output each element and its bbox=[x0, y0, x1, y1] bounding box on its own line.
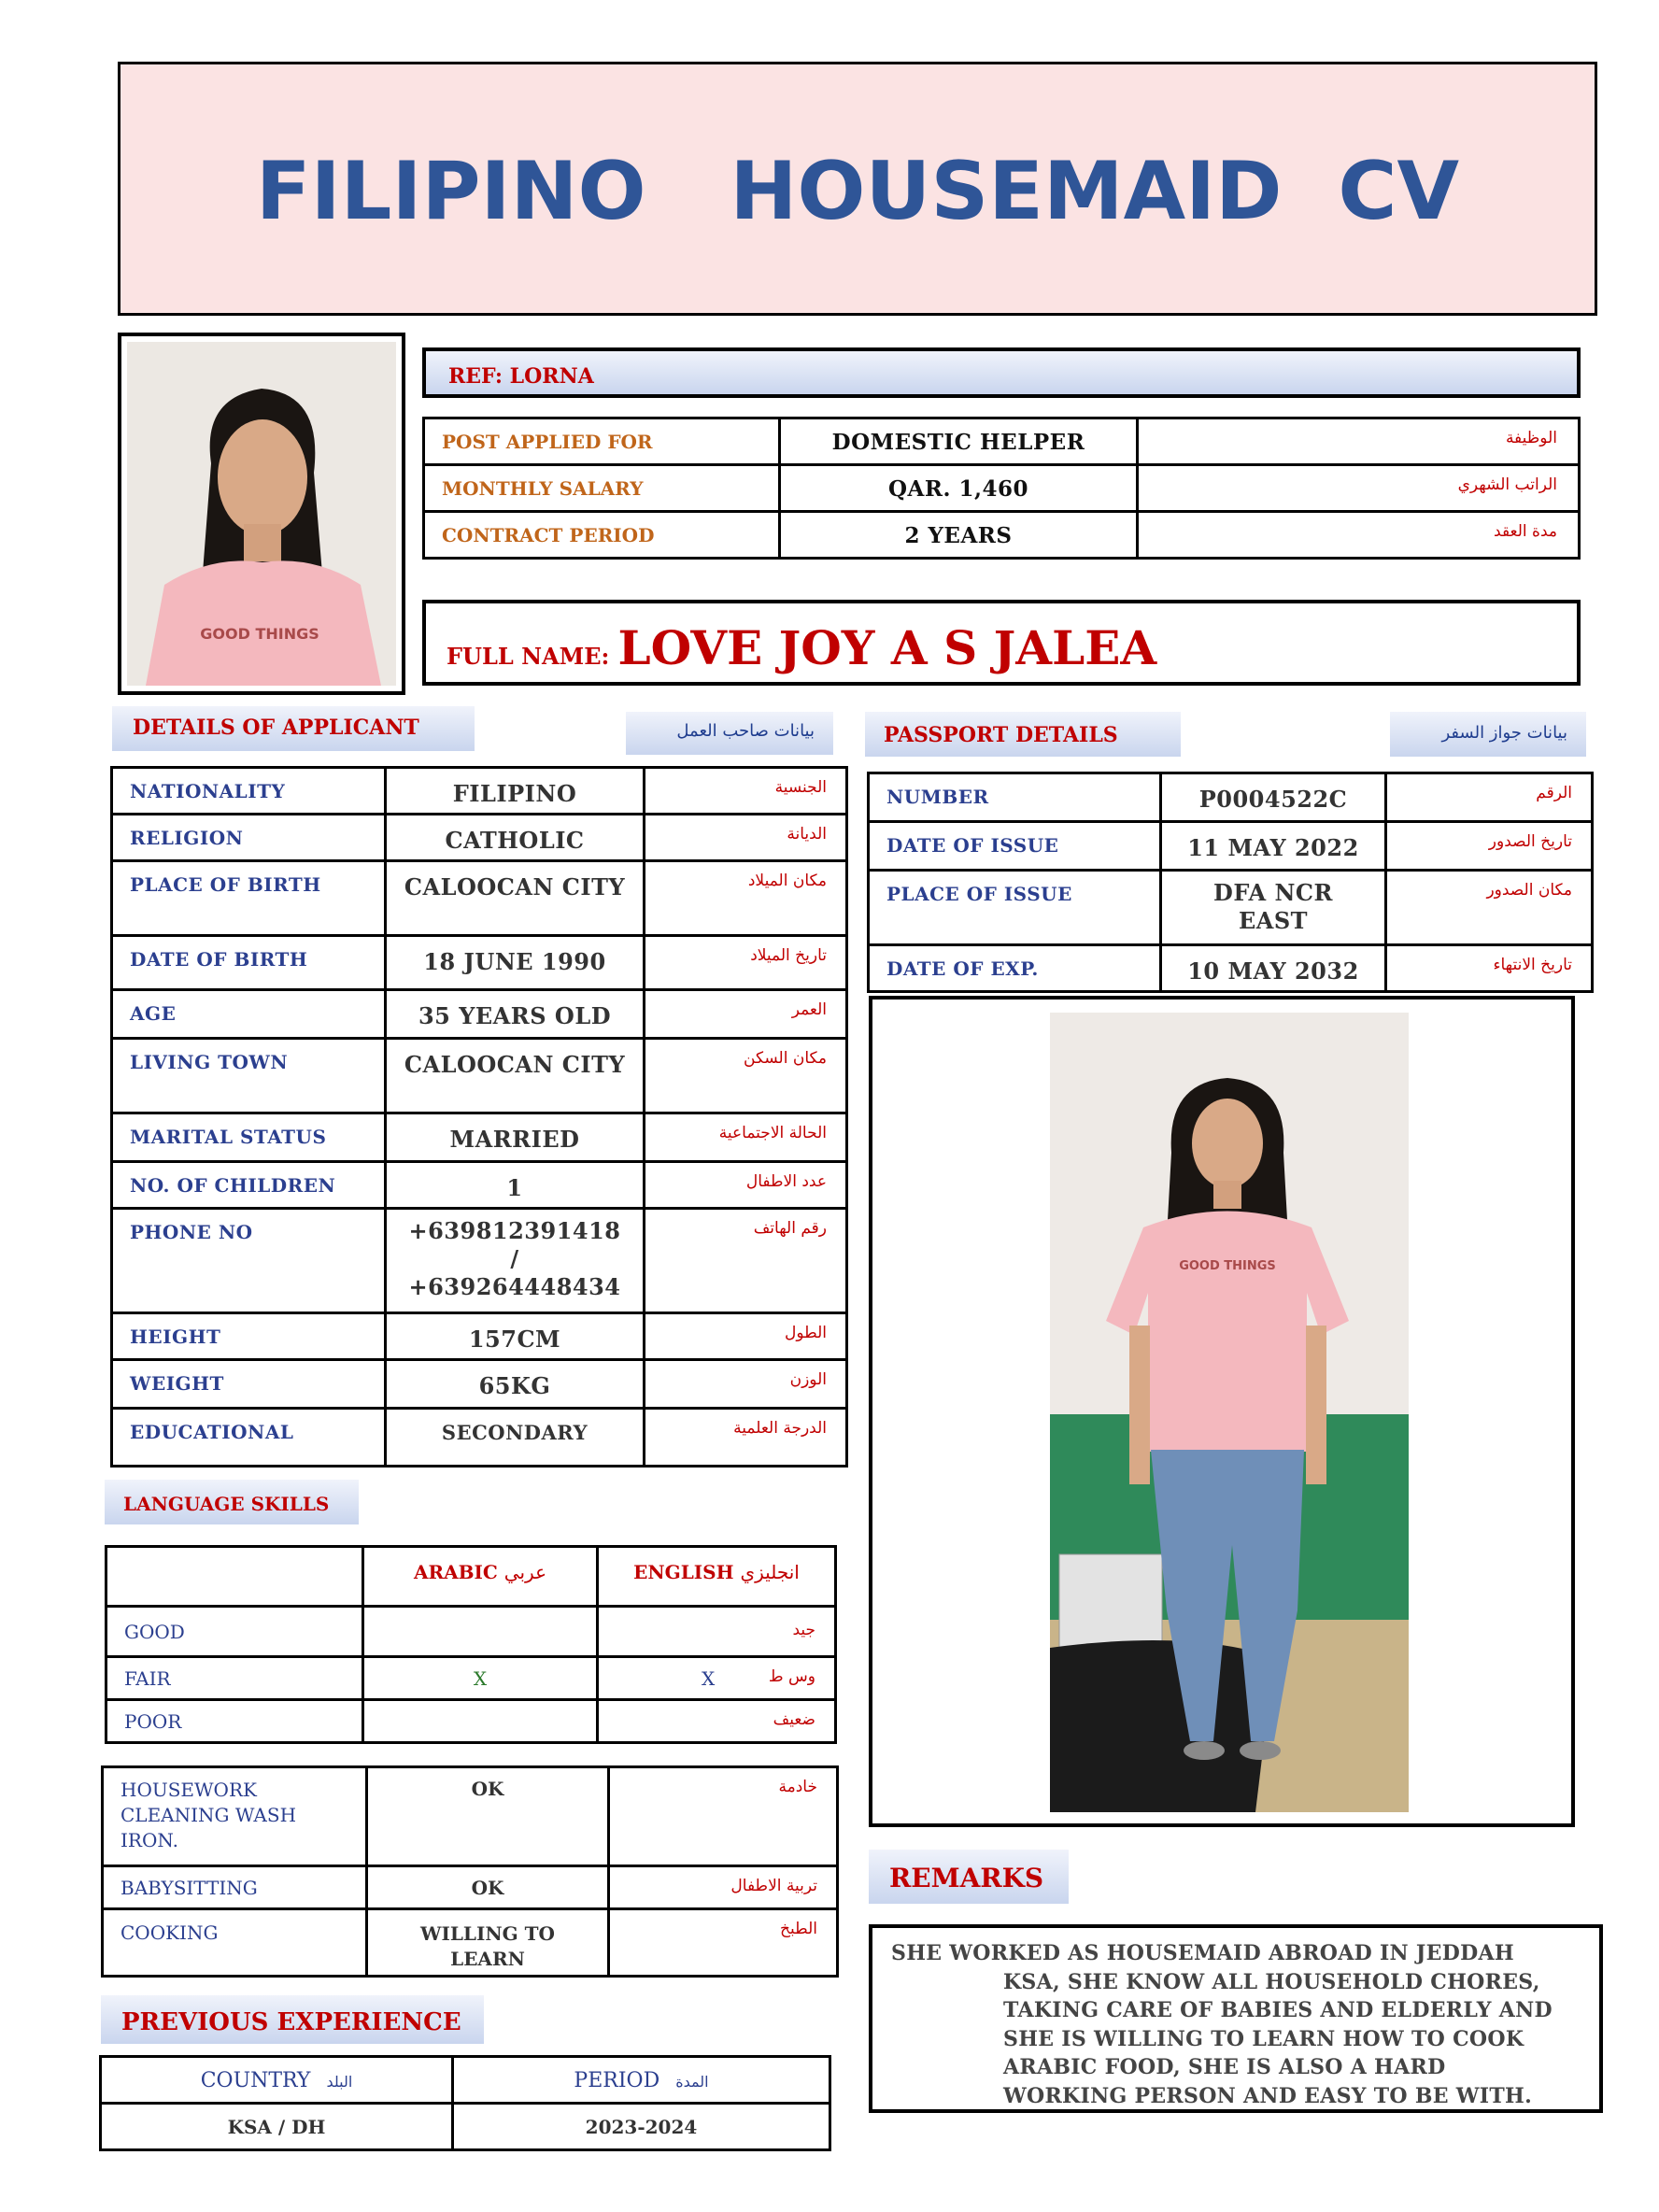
passport-label: PLACE OF ISSUE bbox=[886, 883, 1072, 905]
applicant-label: PHONE NO bbox=[130, 1221, 253, 1243]
skill-label-line: IRON. bbox=[121, 1829, 178, 1851]
remarks-line: SHE WORKED AS HOUSEMAID ABROAD IN JEDDAH bbox=[891, 1941, 1514, 1965]
issue-place-2: EAST bbox=[1238, 907, 1309, 934]
remarks-line: TAKING CARE OF BABIES AND ELDERLY AND bbox=[1003, 1998, 1553, 2022]
skill-label-ar: الطبخ bbox=[780, 1920, 817, 1938]
skill-label: BABYSITTING bbox=[121, 1877, 258, 1899]
phone-2: +639264448434 bbox=[408, 1273, 621, 1300]
applicant-label-ar: الطول bbox=[785, 1324, 827, 1342]
passport-table bbox=[867, 772, 1594, 993]
applicant-label-ar: الوزن bbox=[789, 1370, 827, 1389]
experience-title: PREVIOUS EXPERIENCE bbox=[121, 2008, 461, 2036]
applicant-label: AGE bbox=[130, 1002, 177, 1025]
applicant-value: CATHOLIC bbox=[445, 827, 585, 854]
passport-label: DATE OF EXP. bbox=[886, 957, 1039, 980]
page-title: FILIPINO HOUSEMAID CV bbox=[255, 145, 1460, 238]
skill-value: OK bbox=[471, 1877, 504, 1899]
applicant-value: 1 bbox=[506, 1174, 523, 1201]
passport-label-ar: تاريخ الانتهاء bbox=[1493, 956, 1572, 974]
job-label: CONTRACT PERIOD bbox=[442, 524, 655, 546]
applicant-label-ar: الجنسية bbox=[774, 778, 827, 797]
applicant-title-ar-tag bbox=[626, 712, 833, 755]
period-label-ar: المدة bbox=[675, 2073, 709, 2091]
english-label: ENGLISH bbox=[633, 1561, 734, 1583]
applicant-table bbox=[110, 766, 848, 1468]
english-label-ar: انجليزي bbox=[740, 1561, 800, 1583]
passport-label: NUMBER bbox=[886, 786, 989, 808]
passport-title-ar-tag bbox=[1390, 712, 1586, 757]
remarks-line: WORKING PERSON AND EASY TO BE WITH. bbox=[1003, 2083, 1533, 2108]
skill-value-line: LEARN bbox=[450, 1948, 525, 1970]
fullname-label: FULL NAME: bbox=[447, 643, 610, 670]
applicant-label: DATE OF BIRTH bbox=[130, 948, 308, 971]
passport-label: DATE OF ISSUE bbox=[886, 834, 1059, 857]
skills-table bbox=[101, 1765, 839, 1978]
remarks-line: KSA, SHE KNOW ALL HOUSEHOLD CHORES, bbox=[1003, 1969, 1540, 1994]
language-level-ar: ضعيف bbox=[773, 1710, 815, 1729]
remarks-line: ARABIC FOOD, SHE IS ALSO A HARD bbox=[1003, 2055, 1446, 2079]
applicant-label: HEIGHT bbox=[130, 1326, 221, 1348]
job-value: 2 YEARS bbox=[904, 523, 1013, 548]
applicant-label: NATIONALITY bbox=[130, 780, 286, 802]
skill-value bbox=[368, 1910, 607, 1972]
ref-bar bbox=[422, 347, 1581, 398]
language-level-ar: جيد bbox=[792, 1621, 815, 1639]
country-header bbox=[102, 2058, 451, 2092]
applicant-value: CALOOCAN CITY bbox=[404, 1051, 626, 1078]
applicant-value: MARRIED bbox=[449, 1126, 580, 1153]
passport-value: 11 MAY 2022 bbox=[1187, 834, 1359, 861]
applicant-title: DETAILS OF APPLICANT bbox=[133, 716, 419, 740]
ref-text: REF: LORNA bbox=[448, 364, 594, 389]
period-label: PERIOD bbox=[574, 2069, 660, 2092]
phone-values bbox=[387, 1210, 643, 1301]
applicant-label: EDUCATIONAL bbox=[130, 1421, 294, 1443]
job-label: MONTHLY SALARY bbox=[442, 477, 644, 500]
remarks-line: SHE IS WILLING TO LEARN HOW TO COOK bbox=[1003, 2026, 1524, 2051]
applicant-label-ar: مكان السكن bbox=[744, 1049, 827, 1068]
applicant-label-ar: عدد الاطفال bbox=[745, 1172, 827, 1191]
applicant-value: 157CM bbox=[468, 1326, 561, 1353]
passport-label-ar: مكان الصدور bbox=[1486, 881, 1572, 900]
passport-title: PASSPORT DETAILS bbox=[884, 723, 1118, 747]
english-level-cell bbox=[599, 1658, 834, 1695]
skill-label-ar: تربية الاطفال bbox=[730, 1877, 817, 1895]
job-label-ar: الراتب الشهري bbox=[1457, 475, 1557, 494]
language-title: LANGUAGE SKILLS bbox=[123, 1493, 330, 1515]
body-photo bbox=[1050, 1013, 1409, 1812]
passport-value: 10 MAY 2032 bbox=[1187, 957, 1359, 985]
applicant-label: MARITAL STATUS bbox=[130, 1126, 327, 1148]
passport-value: P0004522C bbox=[1198, 786, 1348, 813]
applicant-label-ar: مكان الميلاد bbox=[747, 872, 827, 890]
experience-period: 2023-2024 bbox=[585, 2116, 698, 2138]
head-photo-frame bbox=[118, 333, 405, 695]
applicant-value: FILIPINO bbox=[452, 780, 577, 807]
skill-value: OK bbox=[471, 1778, 504, 1800]
country-label-ar: البلد bbox=[326, 2073, 353, 2091]
applicant-label: WEIGHT bbox=[130, 1372, 224, 1395]
phone-1: +639812391418 bbox=[408, 1217, 621, 1244]
applicant-value: 18 JUNE 1990 bbox=[423, 948, 606, 975]
job-label-ar: مدة العقد bbox=[1494, 522, 1557, 541]
skill-label: COOKING bbox=[121, 1921, 219, 1944]
passport-label-ar: الرقم bbox=[1536, 784, 1572, 802]
applicant-value: 35 YEARS OLD bbox=[418, 1002, 612, 1029]
body-photo-frame bbox=[869, 996, 1575, 1827]
arabic-level bbox=[364, 1701, 596, 1710]
applicant-label-ar: الديانة bbox=[787, 825, 827, 844]
fullname-box bbox=[422, 600, 1581, 686]
remarks-box bbox=[869, 1924, 1603, 2113]
skill-label-line: CLEANING WASH bbox=[121, 1804, 297, 1826]
language-level: FAIR bbox=[124, 1667, 171, 1690]
passport-label-ar: تاريخ الصدور bbox=[1488, 832, 1572, 851]
applicant-title-tag bbox=[112, 706, 475, 751]
issue-place-1: DFA NCR bbox=[1213, 879, 1333, 906]
applicant-label: RELIGION bbox=[130, 827, 244, 849]
applicant-value: 65KG bbox=[478, 1372, 551, 1399]
skill-label-line: HOUSEWORK bbox=[121, 1779, 257, 1801]
experience-table bbox=[99, 2055, 831, 2151]
experience-country: KSA / DH bbox=[227, 2116, 326, 2138]
arabic-label: ARABIC bbox=[413, 1561, 498, 1583]
job-label-ar: الوظيفة bbox=[1505, 429, 1557, 447]
shirt-text: GOOD THINGS bbox=[200, 625, 319, 643]
applicant-label-ar: الحالة الاجتماعية bbox=[718, 1124, 827, 1142]
passport-value bbox=[1162, 872, 1384, 935]
language-level: POOR bbox=[124, 1710, 182, 1733]
passport-title-tag bbox=[865, 712, 1181, 757]
fullname-value: LOVE JOY A S JALEA bbox=[617, 620, 1157, 675]
language-level-ar: وس ط bbox=[768, 1667, 815, 1686]
period-header bbox=[454, 2058, 829, 2092]
applicant-label: PLACE OF BIRTH bbox=[130, 873, 321, 896]
job-value: DOMESTIC HELPER bbox=[831, 430, 1085, 455]
applicant-label: LIVING TOWN bbox=[130, 1051, 289, 1073]
skill-label bbox=[104, 1768, 365, 1853]
job-label: POST APPLIED FOR bbox=[442, 431, 653, 453]
language-title-tag bbox=[105, 1480, 359, 1524]
applicant-label-ar: العمر bbox=[791, 1000, 827, 1019]
remarks-text bbox=[891, 1939, 1599, 2110]
arabic-header bbox=[364, 1548, 596, 1583]
job-value: QAR. 1,460 bbox=[887, 476, 1029, 502]
experience-title-tag bbox=[101, 1995, 484, 2044]
skill-label-ar: خادمة bbox=[778, 1778, 817, 1796]
head-photo bbox=[127, 342, 396, 686]
passport-title-ar: بيانات جواز السفر bbox=[1441, 723, 1567, 743]
applicant-value: CALOOCAN CITY bbox=[404, 873, 626, 900]
applicant-label-ar: تاريخ الميلاد bbox=[750, 946, 827, 965]
remarks-title-tag bbox=[869, 1850, 1069, 1904]
english-header bbox=[599, 1548, 834, 1583]
applicant-title-ar: بيانات صاحب العمل bbox=[676, 721, 815, 741]
body-shirt-text: GOOD THINGS bbox=[1179, 1259, 1276, 1273]
country-label: COUNTRY bbox=[200, 2069, 311, 2092]
arabic-label-ar: عربي bbox=[503, 1561, 547, 1583]
applicant-label-ar: الدرجة العلمية bbox=[733, 1419, 827, 1438]
language-table bbox=[105, 1545, 837, 1744]
phone-sep: / bbox=[510, 1245, 519, 1272]
applicant-label: NO. OF CHILDREN bbox=[130, 1174, 336, 1197]
arabic-level bbox=[364, 1608, 596, 1621]
english-level: X bbox=[702, 1667, 716, 1690]
job-table bbox=[422, 417, 1581, 560]
applicant-label-ar: رقم الهاتف bbox=[753, 1219, 827, 1238]
header-banner bbox=[118, 62, 1597, 316]
language-level: GOOD bbox=[124, 1621, 185, 1643]
remarks-title: REMARKS bbox=[889, 1863, 1044, 1893]
arabic-level: X bbox=[473, 1667, 488, 1690]
applicant-value: SECONDARY bbox=[441, 1421, 588, 1444]
skill-value-line: WILLING TO bbox=[420, 1922, 555, 1945]
